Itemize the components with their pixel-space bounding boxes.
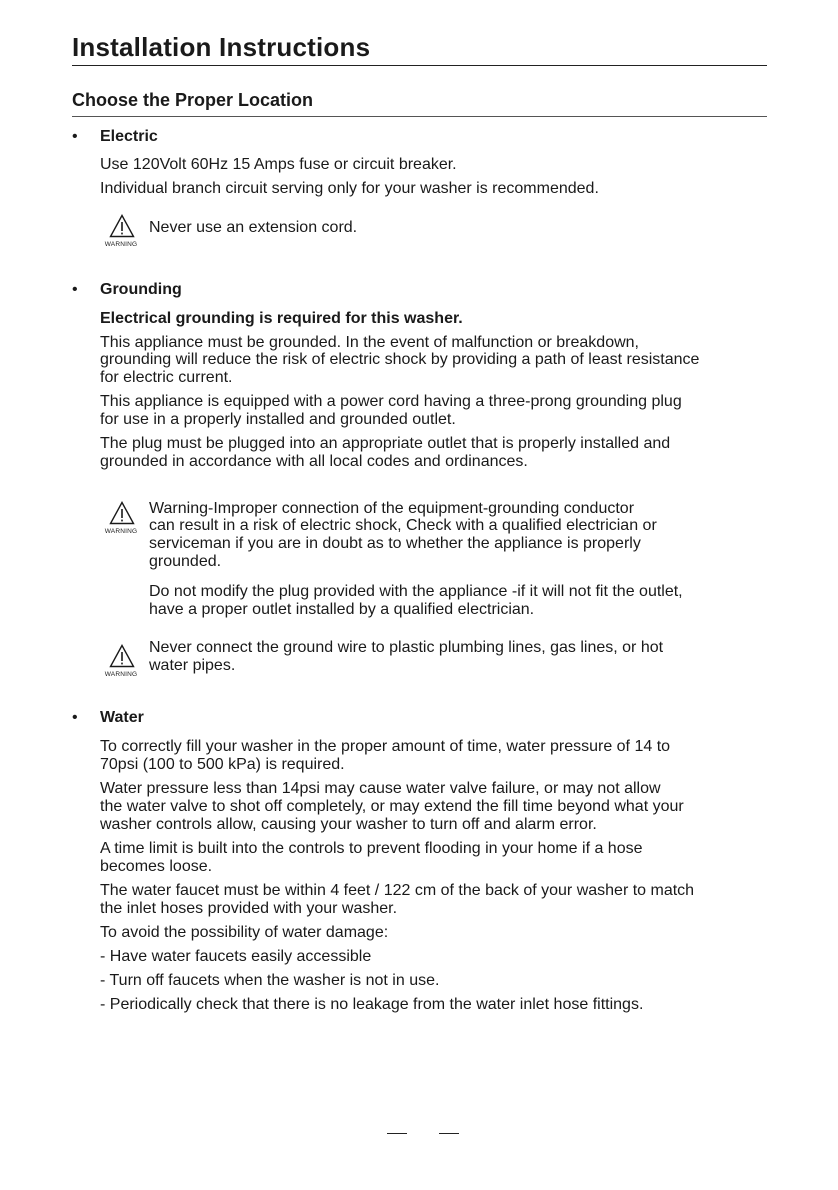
- bullet: •: [72, 128, 78, 145]
- page-number-dash: [387, 1133, 407, 1134]
- electric-heading: Electric: [100, 128, 158, 145]
- page-number-dash: [439, 1133, 459, 1134]
- water-paragraph-4-line-1: The water faucet must be within 4 feet / 122 cm of the back of your washer to match: [100, 882, 695, 899]
- water-paragraph-1-line-1: To correctly fill your washer in the proper amount of time, water pressure of 14 to: [100, 738, 671, 755]
- electric-warning-text: Never use an extension cord.: [149, 219, 358, 236]
- water-paragraph-1-line-2: 70psi (100 to 500 kPa) is required.: [100, 756, 345, 773]
- warning-label: WARNING: [104, 671, 138, 678]
- page-title: Installation Instructions: [72, 32, 371, 62]
- title-rule: [72, 65, 767, 66]
- warning-icon: [101, 644, 141, 684]
- grounding-paragraph-1-line-3: for electric current.: [100, 369, 233, 386]
- water-paragraph-2-line-3: washer controls allow, causing your washer to turn off and alarm error.: [100, 816, 597, 833]
- grounding-warning-1-line-2: can result in a risk of electric shock, Check with a qualified electrician or: [149, 517, 657, 534]
- warning-icon: [101, 501, 141, 541]
- grounding-warning-1b-line-2: have a proper outlet installed by a qualified electrician.: [149, 601, 535, 618]
- water-paragraph-2-line-1: Water pressure less than 14psi may cause water valve failure, or may not allow: [100, 780, 661, 797]
- grounding-warning-1-line-1: Warning-Improper connection of the equipment-grounding conductor: [149, 500, 635, 517]
- warning-triangle-icon: [109, 501, 135, 525]
- grounding-paragraph-1-line-2: grounding will reduce the risk of electric shock by providing a path of least resistance: [100, 351, 700, 368]
- section-rule: [72, 116, 767, 117]
- water-paragraph-3-line-2: becomes loose.: [100, 858, 213, 875]
- warning-label: WARNING: [104, 528, 138, 535]
- grounding-paragraph-3-line-1: The plug must be plugged into an appropriate outlet that is properly installed and: [100, 435, 671, 452]
- grounding-paragraph-2-line-2: for use in a properly installed and grounded outlet.: [100, 411, 456, 428]
- water-paragraph-3-line-1: A time limit is built into the controls to prevent flooding in your home if a hose: [100, 840, 643, 857]
- warning-triangle-icon: [109, 644, 135, 668]
- warning-triangle-icon: [109, 214, 135, 238]
- grounding-warning-2-line-1: Never connect the ground wire to plastic plumbing lines, gas lines, or hot: [149, 639, 664, 656]
- list-item: - Have water faucets easily accessible: [100, 948, 372, 965]
- grounding-warning-1b-line-1: Do not modify the plug provided with the appliance -if it will not fit the outlet,: [149, 583, 683, 600]
- grounding-warning-2-line-2: water pipes.: [149, 657, 236, 674]
- grounding-paragraph-2-line-1: This appliance is equipped with a power cord having a three-prong grounding plug: [100, 393, 682, 410]
- bullet: •: [72, 281, 78, 298]
- water-heading: Water: [100, 709, 144, 726]
- bullet: •: [72, 709, 78, 726]
- water-paragraph-5: To avoid the possibility of water damage:: [100, 924, 389, 941]
- grounding-paragraph-3-line-2: grounded in accordance with all local codes and ordinances.: [100, 453, 528, 470]
- section-title: Choose the Proper Location: [72, 90, 314, 110]
- electric-line-1: Use 120Volt 60Hz 15 Amps fuse or circuit breaker.: [100, 156, 457, 173]
- grounding-warning-1-line-3: serviceman if you are in doubt as to whether the appliance is properly: [149, 535, 641, 552]
- electric-line-2: Individual branch circuit serving only for your washer is recommended.: [100, 180, 599, 197]
- warning-icon: [101, 214, 141, 254]
- list-item: - Periodically check that there is no leakage from the water inlet hose fittings.: [100, 996, 644, 1013]
- list-item: - Turn off faucets when the washer is not in use.: [100, 972, 440, 989]
- grounding-paragraph-1-line-1: This appliance must be grounded. In the event of malfunction or breakdown,: [100, 334, 639, 351]
- warning-label: WARNING: [104, 241, 138, 248]
- grounding-subheading: Electrical grounding is required for this washer.: [100, 310, 463, 327]
- water-paragraph-4-line-2: the inlet hoses provided with your washer.: [100, 900, 398, 917]
- water-paragraph-2-line-2: the water valve to shot off completely, or may extend the fill time beyond what your: [100, 798, 684, 815]
- grounding-heading: Grounding: [100, 281, 182, 298]
- grounding-warning-1-line-4: grounded.: [149, 553, 222, 570]
